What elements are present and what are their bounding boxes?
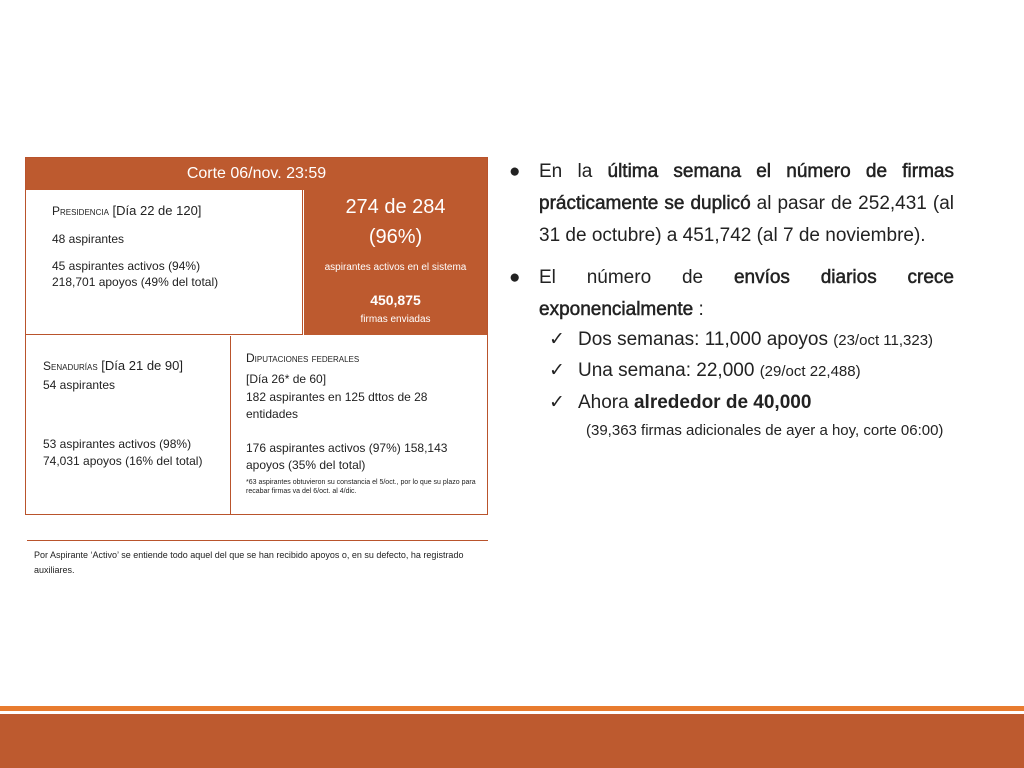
bullet-item-firmas xyxy=(509,156,954,252)
diputaciones-title xyxy=(246,350,359,365)
check-mark-icon: ✓ xyxy=(549,329,565,350)
bullet-dot-icon: ● xyxy=(509,161,521,182)
senadurias-title-sc: Senadurías xyxy=(43,359,98,373)
check-2-main: Una semana: 22,000 xyxy=(578,360,760,381)
senadurias-aspirantes: 54 aspirantes xyxy=(43,378,116,392)
diputaciones-title-sc: Diputaciones federales xyxy=(246,351,360,365)
presidencia-activos-line: 45 aspirantes activos (94%) xyxy=(52,259,201,273)
check-1-detail: (23/oct 11,323) xyxy=(833,332,934,349)
diputaciones-activos: 176 aspirantes activos (97%) 158,143 apoyos (35% del total) xyxy=(246,441,448,472)
summary-firmas-caption: firmas enviadas xyxy=(360,314,431,325)
footer-accent-stripe xyxy=(0,706,1024,711)
bullet-item-envios xyxy=(509,262,954,326)
summary-caption: aspirantes activos en el sistema xyxy=(324,262,467,273)
check-mark-icon: ✓ xyxy=(549,392,565,413)
footnote-divider xyxy=(27,540,488,541)
check-item-dos-semanas xyxy=(509,326,954,355)
senadurias-cell xyxy=(26,336,231,515)
presidencia-title-rest: [Día 22 de 120] xyxy=(108,203,202,218)
summary-count: 274 de 284 xyxy=(345,196,446,218)
diputaciones-dia: [Día 26* de 60] xyxy=(246,372,327,386)
senadurias-activos: 53 aspirantes activos (98%) 74,031 apoyos (16% del total) xyxy=(43,437,203,468)
table-header: Corte 06/nov. 23:59 xyxy=(26,158,487,190)
diputaciones-aspirantes: 182 aspirantes en 125 dttos de 28 entidades xyxy=(246,390,428,421)
check-1-main: Dos semanas: 11,000 apoyos xyxy=(578,329,834,350)
footnote: Por Aspirante ‘Activo’ se entiende todo aquel del que se han recibido apoyos o, en su defecto, ha registrado auxiliares. xyxy=(34,550,464,575)
presidencia-title xyxy=(52,203,201,218)
summary-percent: (96%) xyxy=(368,226,423,248)
summary-cell xyxy=(304,190,487,335)
bullet-2-emphasis: envíos diarios crece exponencialmente xyxy=(539,267,954,320)
check-mark-icon: ✓ xyxy=(549,360,565,381)
check-item-ahora xyxy=(509,387,954,418)
footer-bar xyxy=(0,714,1024,768)
check-2-detail: (29/oct 22,488) xyxy=(759,363,861,380)
bullet-1-text-1: En la xyxy=(539,161,608,182)
stats-table xyxy=(25,157,488,515)
senadurias-title-rest: [Día 21 de 90] xyxy=(97,358,183,373)
presidencia-title-sc: Presidencia xyxy=(52,204,109,218)
bullet-2-text-2: : xyxy=(693,299,704,320)
summary-firmas-number: 450,875 xyxy=(370,292,421,308)
check-item-una-semana xyxy=(509,355,954,387)
presidencia-activos xyxy=(52,258,218,290)
diputaciones-cell xyxy=(232,336,487,515)
senadurias-title xyxy=(43,358,183,373)
presidencia-cell xyxy=(26,190,303,335)
bullet-2-text-1: El número de xyxy=(539,267,734,288)
bullet-list xyxy=(509,156,954,443)
bullet-1-emphasis: última semana el número de firmas prácticamente se duplicó xyxy=(539,161,954,214)
check-3-emphasis: alrededor de 40,000 xyxy=(633,392,812,413)
sub-note: (39,363 firmas adicionales de ayer a hoy, corte 06:00) xyxy=(586,422,944,439)
bullet-1-text-2: al pasar de 252,431 (al 31 de octubre) a 451,742 (al 7 de noviembre). xyxy=(539,193,955,246)
diputaciones-note: *63 aspirantes obtuvieron su constancia el 5/oct., por lo que su plazo para recabar firmas va del 6/oct. al 4/dic. xyxy=(246,479,476,495)
presidencia-aspirantes: 48 aspirantes xyxy=(52,232,125,246)
presidencia-apoyos-line: 218,701 apoyos (49% del total) xyxy=(52,275,219,289)
check-3-pre: Ahora xyxy=(578,392,634,413)
bullet-dot-icon: ● xyxy=(509,267,521,288)
